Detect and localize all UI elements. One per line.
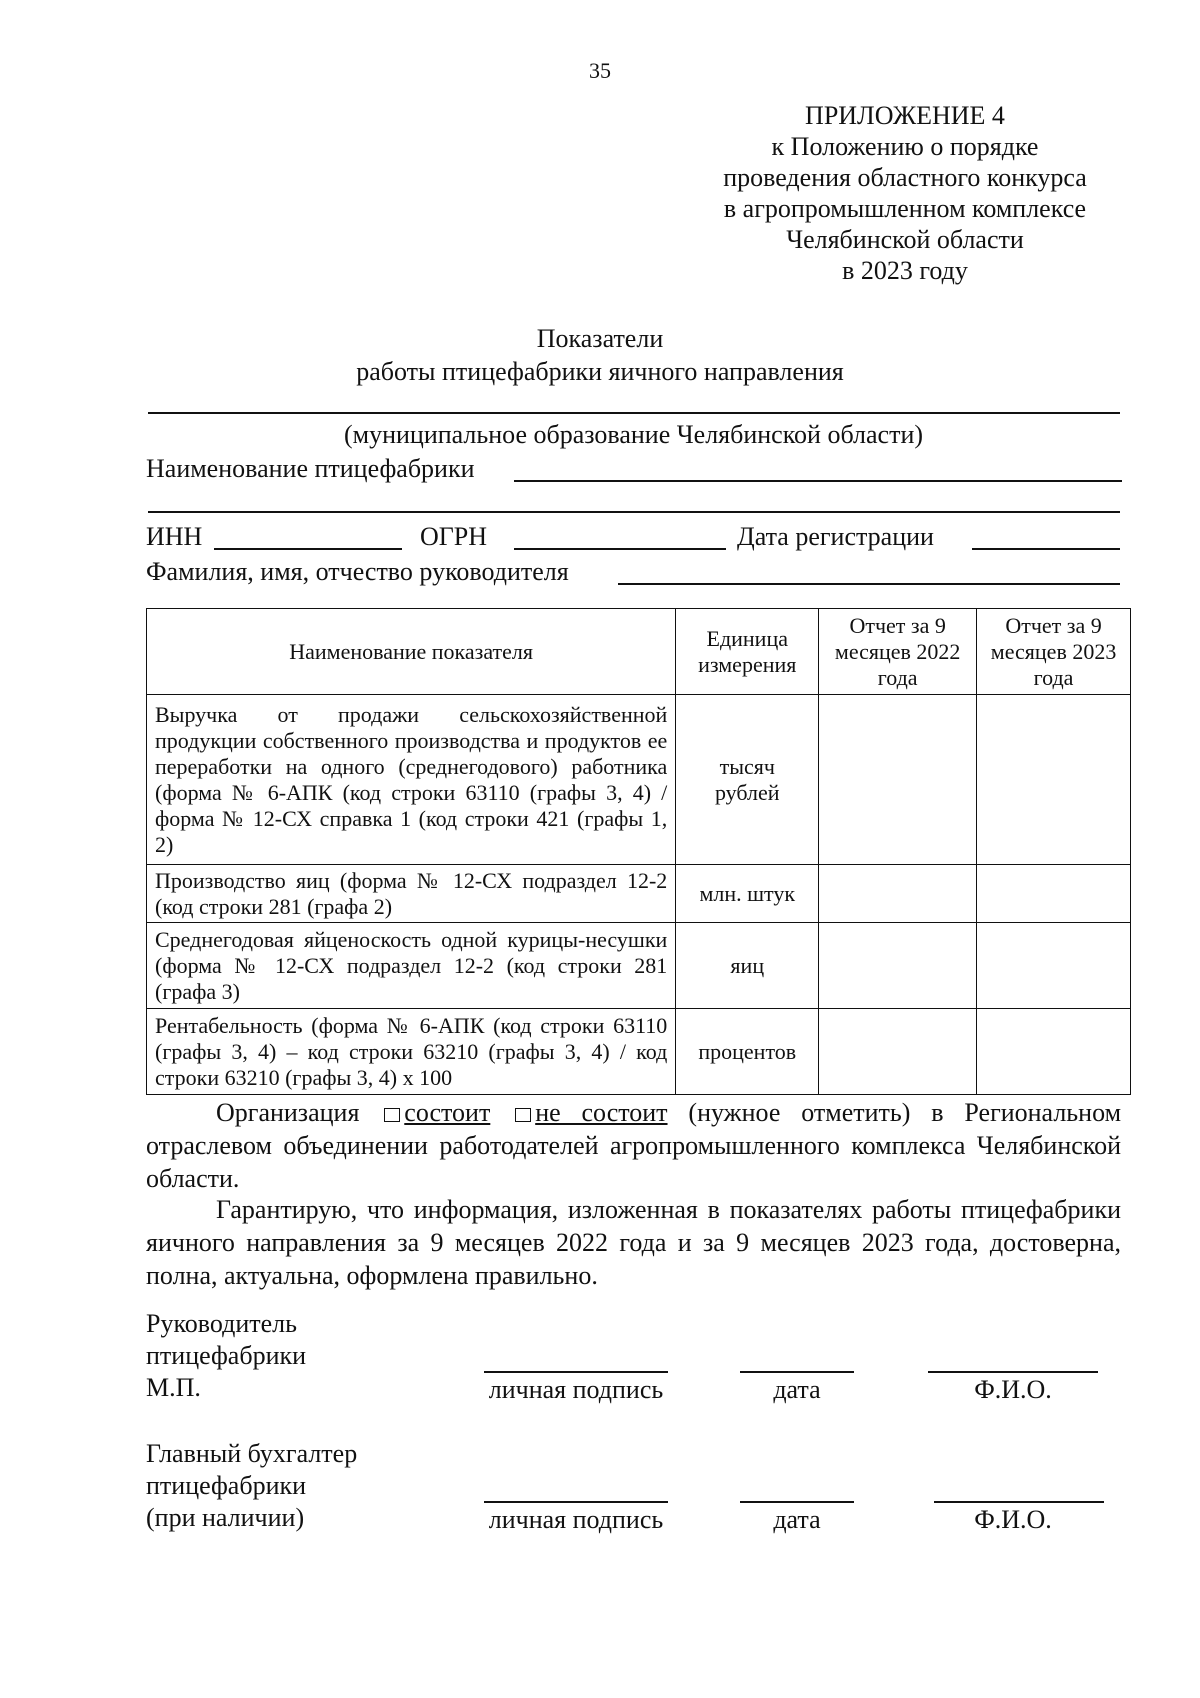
fio-line[interactable] [928,1371,1098,1373]
header-cell: Единица измерения [676,609,819,695]
page-number: 35 [589,58,611,83]
signature-role [146,1308,306,1404]
municipality-field[interactable] [148,412,1120,414]
value-2022-cell[interactable] [819,923,977,1009]
indicator-name: Рентабельность (форма № 6-АПК (код строки 63110 (графы 3, 4) – код строки 63210 (графы 3, 4) / код строки 63210 (графы 3, 4) х 100 [147,1009,676,1095]
role-line: М.П. [146,1373,201,1402]
date-caption: дата [773,1505,821,1534]
municipality-caption: (муниципальное образование Челябинской области) [343,420,924,449]
checkbox-member[interactable] [384,1108,400,1122]
indicator-name: Среднегодовая яйценоскость одной курицы-несушки (форма № 12-СХ подраздел 12-2 (код строки 281 (графа 3) [147,923,676,1009]
ogrn-field[interactable] [514,548,726,550]
appendix-line: Челябинской области [786,225,1024,254]
table-row [147,923,1131,1009]
membership-prefix: Организация [216,1098,360,1127]
header-cell: Наименование показателя [147,609,676,695]
header-cell: Отчет за 9 месяцев 2023 года [977,609,1131,695]
inn-field[interactable] [214,548,402,550]
indicator-name: Выручка от продажи сельскохозяйственной продукции собственного производства и продуктов ее переработки на одного (среднегодового) работника (форма № 6-АПК (код строки 63110 (графы 3, 4) / форма № 12-СХ справка 1 (код строки 421 (графы 1, 2) [147,695,676,865]
signature-line[interactable] [484,1501,668,1503]
header-cell: Отчет за 9 месяцев 2022 года [819,609,977,695]
name-field[interactable] [514,480,1122,482]
option-not-member: не состоит [535,1098,668,1127]
checkbox-not-member[interactable] [515,1108,531,1122]
value-2023-cell[interactable] [977,865,1131,923]
signature-line[interactable] [484,1371,668,1373]
guarantee-paragraph [146,1193,1121,1292]
ogrn-label: ОГРН [420,522,488,551]
role-line: (при наличии) [146,1503,305,1532]
table-row [147,695,1131,865]
title-line: Показатели [536,324,664,353]
document-title [0,322,1200,388]
option-member: состоит [404,1098,491,1127]
title-line: работы птицефабрики яичного направления [356,357,844,386]
role-line: птицефабрики [146,1341,307,1370]
fio-line[interactable] [934,1501,1104,1503]
value-2022-cell[interactable] [819,865,977,923]
indicator-unit: яиц [676,923,819,1009]
value-2023-cell[interactable] [977,923,1131,1009]
role-line: Главный бухгалтер [146,1439,358,1468]
signature-role [146,1438,357,1534]
table-row [147,865,1131,923]
indicator-name: Производство яиц (форма № 12-СХ подраздел 12-2 (код строки 281 (графа 2) [147,865,676,923]
value-2022-cell[interactable] [819,695,977,865]
membership-suffix: (нужное отметить) в Региональном отраслевом объединении работодателей агропромышленного комплекса Челябинской области. [146,1098,1122,1193]
date-line[interactable] [740,1501,854,1503]
table-row [147,1009,1131,1095]
signature-caption: личная подпись [488,1505,664,1534]
indicator-unit: процентов [676,1009,819,1095]
fio-caption: Ф.И.О. [974,1375,1052,1404]
appendix-line: ПРИЛОЖЕНИЕ 4 [805,101,1005,130]
indicator-unit: тысяч рублей [676,695,819,865]
role-line: птицефабрики [146,1471,307,1500]
membership-paragraph [146,1096,1121,1195]
reg-date-field[interactable] [972,548,1120,550]
value-2023-cell[interactable] [977,695,1131,865]
name-field-continuation[interactable] [148,511,1120,513]
fio-caption: Ф.И.О. [974,1505,1052,1534]
value-2022-cell[interactable] [819,1009,977,1095]
table-header-row [147,609,1131,695]
inn-label: ИНН [146,522,203,551]
date-line[interactable] [740,1371,854,1373]
reg-date-label: Дата регистрации [737,522,934,551]
appendix-line: в 2023 году [842,256,968,285]
value-2023-cell[interactable] [977,1009,1131,1095]
appendix-line: в агропромышленном комплексе [723,194,1087,223]
indicators-table [146,608,1131,1095]
signature-caption: личная подпись [488,1375,664,1404]
name-label: Наименование птицефабрики [146,454,475,483]
head-label: Фамилия, имя, отчество руководителя [146,557,569,586]
appendix-header [660,100,1150,286]
date-caption: дата [773,1375,821,1404]
role-line: Руководитель [146,1309,297,1338]
head-field[interactable] [618,583,1120,585]
appendix-line: к Положению о порядке [771,132,1039,161]
indicator-unit: млн. штук [676,865,819,923]
guarantee-text: Гарантирую, что информация, изложенная в показателях работы птицефабрики яичного направления за 9 месяцев 2022 года и за 9 месяцев 2023 года, достоверна, полна, актуальна, оформлена правильно. [146,1195,1121,1290]
appendix-line: проведения областного конкурса [723,163,1087,192]
